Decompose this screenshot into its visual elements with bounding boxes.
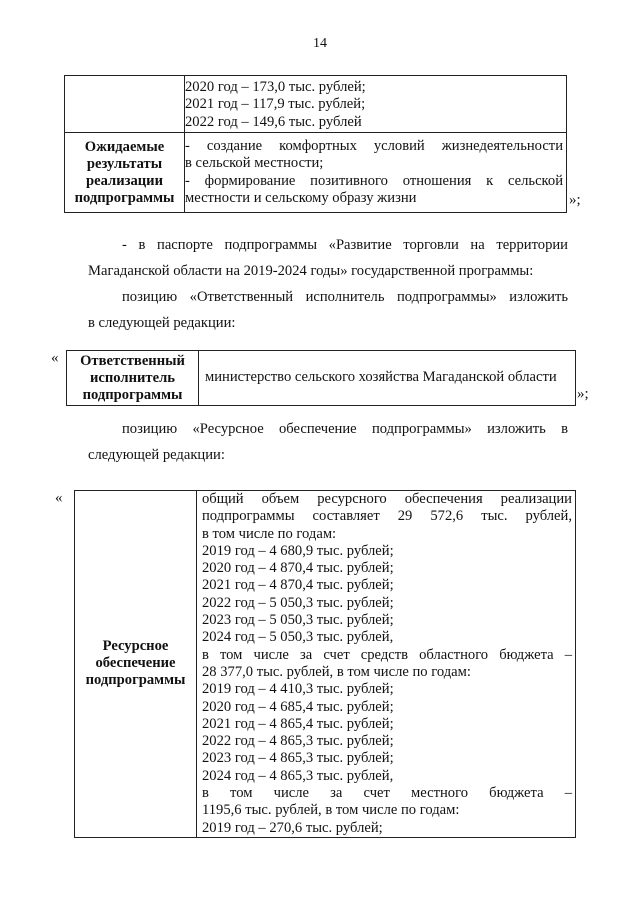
results-label-cell (65, 133, 185, 213)
text-line: 2023 год – 4 865,3 тыс. рублей; (202, 750, 394, 767)
text-line: местности и сельскому образу жизни (185, 189, 417, 206)
table-resource-provision (74, 490, 576, 838)
text-line: в том числе за счет местного бюджета – (202, 785, 572, 802)
text-line: - в паспорте подпрограммы «Развитие торговли на территории (122, 237, 568, 253)
text-line: 2019 год – 4 680,9 тыс. рублей; (202, 542, 394, 559)
text-line: 2022 год – 149,6 тыс. рублей (185, 113, 362, 130)
text-line: 1195,6 тыс. рублей, в том числе по годам: (202, 802, 460, 819)
label-line: подпрограммы (85, 672, 186, 689)
text-line: 2021 год – 117,9 тыс. рублей; (185, 96, 366, 113)
text-line: 2019 год – 4 410,3 тыс. рублей; (202, 681, 394, 698)
table-funding-results (64, 75, 567, 213)
text-line: общий объем ресурсного обеспечения реализации (202, 491, 572, 507)
paragraph-passport (88, 232, 568, 336)
resource-label-cell (75, 491, 197, 838)
label-line: результаты (86, 155, 163, 172)
text-line: 2020 год – 4 685,4 тыс. рублей; (202, 698, 394, 715)
label-line: Ответственный (80, 352, 185, 369)
text-line: 2022 год – 5 050,3 тыс. рублей; (202, 594, 394, 611)
funding-years-cell (185, 76, 567, 133)
text-line: - создание комфортных условий жизнедеятельности (185, 137, 563, 154)
text-line: позицию «Ответственный исполнитель подпрограммы» изложить (122, 289, 568, 305)
label-line: обеспечение (95, 655, 176, 672)
label-line: подпрограммы (82, 386, 183, 403)
text-line: 2024 год – 5 050,3 тыс. рублей, (202, 629, 394, 646)
text-line: 2023 год – 5 050,3 тыс. рублей; (202, 612, 394, 629)
resource-value-cell (197, 491, 576, 838)
label-line: Ожидаемые (84, 138, 165, 155)
opening-quote: « (55, 490, 63, 506)
text-line: позицию «Ресурсное обеспечение подпрограммы» изложить в (122, 421, 568, 437)
label-line: Ресурсное (102, 638, 169, 655)
text-line: в сельской местности; (185, 155, 324, 172)
results-value-cell (185, 133, 567, 213)
table-row (75, 491, 576, 838)
table-row (65, 76, 567, 133)
table-row (67, 351, 576, 406)
text-line: 2020 год – 4 870,4 тыс. рублей; (202, 560, 394, 577)
text-line: 2022 год – 4 865,3 тыс. рублей; (202, 733, 394, 750)
label-line: реализации (85, 172, 163, 189)
text-line: 2021 год – 4 865,4 тыс. рублей; (202, 715, 394, 732)
page-number: 14 (313, 36, 327, 51)
text-line: Магаданской области на 2019-2024 годы» государственной программы: (88, 263, 534, 279)
text-line: следующей редакции: (88, 447, 225, 463)
text-line: 28 377,0 тыс. рублей, в том числе по годам: (202, 663, 471, 680)
text-line: 2024 год – 4 865,3 тыс. рублей, (202, 767, 394, 784)
closing-quote: »; (569, 192, 581, 208)
label-line: подпрограммы (74, 189, 175, 206)
text-line: в следующей редакции: (88, 315, 236, 331)
text-line: подпрограммы составляет 29 572,6 тыс. рублей, (202, 508, 572, 525)
text-line: - формирование позитивного отношения к сельской (185, 172, 563, 189)
text-line: 2019 год – 270,6 тыс. рублей; (202, 819, 383, 836)
executor-value-cell: министерство сельского хозяйства Магаданской области (199, 351, 576, 406)
table-row (65, 133, 567, 213)
table-responsible-executor (66, 350, 576, 406)
text-line: 2020 год – 173,0 тыс. рублей; (185, 79, 366, 95)
text-line: 2021 год – 4 870,4 тыс. рублей; (202, 577, 394, 594)
executor-label-cell (67, 351, 199, 406)
label-line: исполнитель (90, 369, 175, 386)
empty-label-cell (65, 76, 185, 133)
closing-quote: »; (577, 386, 589, 402)
paragraph-resources (88, 416, 568, 468)
opening-quote: « (51, 350, 59, 366)
text-line: в том числе по годам: (202, 525, 337, 542)
text-line: в том числе за счет средств областного бюджета – (202, 646, 572, 663)
